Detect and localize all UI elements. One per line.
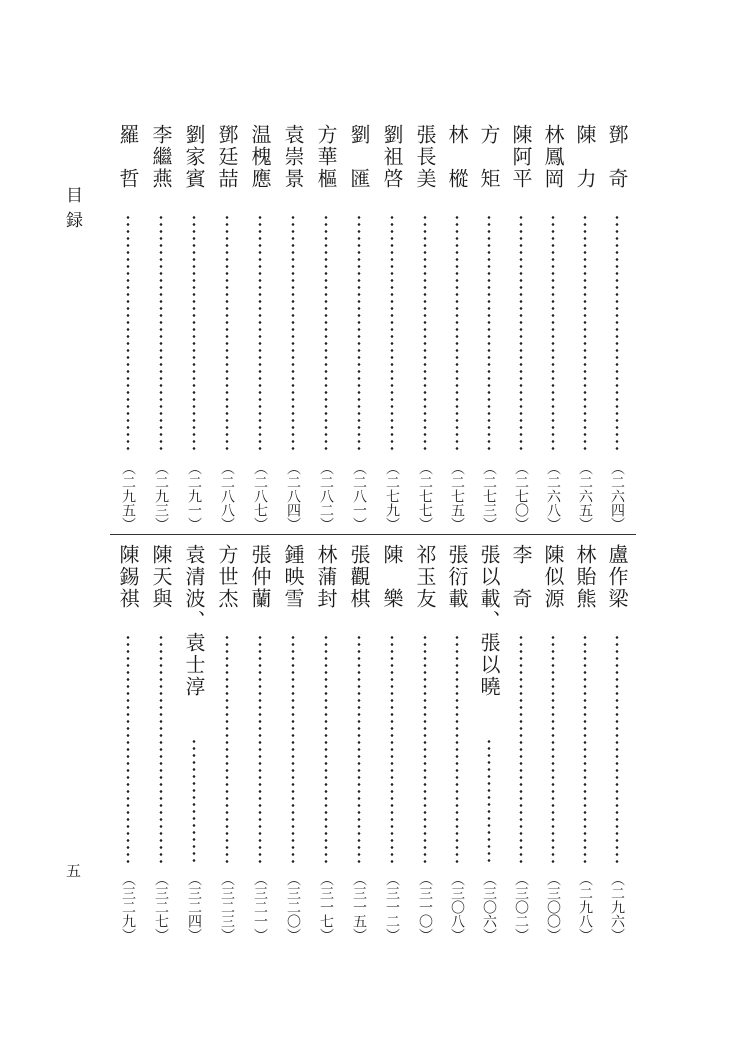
toc-entry	[380, 544, 404, 944]
toc-entry-page: （三〇八）	[449, 872, 465, 942]
section-divider	[110, 534, 636, 535]
dot-leader	[192, 214, 196, 453]
toc-entry-page: （二七九）	[384, 461, 400, 531]
toc-entry	[248, 544, 272, 944]
toc-entry-page: （二八四）	[285, 461, 301, 531]
dot-leader	[519, 214, 523, 453]
dot-leader	[258, 214, 262, 453]
toc-entry-name: 陳錫祺	[116, 544, 140, 610]
toc-entry-name: 方世杰	[215, 544, 239, 610]
toc-entry	[182, 544, 206, 944]
dot-leader	[324, 634, 328, 864]
toc-entry-name: 方 矩	[477, 124, 501, 190]
toc-entry-page: （三二四）	[186, 872, 202, 942]
toc-entry-page: （三二一）	[252, 872, 268, 942]
dot-leader	[357, 634, 361, 864]
toc-entry	[116, 124, 140, 531]
toc-entry-page: （二九六）	[609, 872, 625, 942]
toc-entry	[605, 544, 629, 944]
toc-entry-page: （二七三）	[481, 461, 497, 531]
toc-entry-name: 祁玉友	[413, 544, 437, 610]
toc-entry-page: （三一七）	[318, 872, 334, 942]
toc-entry-name: 張觀棋	[347, 544, 371, 610]
toc-entry-name: 盧作梁	[605, 544, 629, 610]
toc-entry-page: （二六四）	[609, 461, 625, 531]
toc-entry-name: 温槐應	[248, 124, 272, 190]
toc-entry-name: 鄧 奇	[605, 124, 629, 190]
toc-entry-page: （三二三）	[219, 872, 235, 942]
toc-entry-page: （二七七）	[417, 461, 433, 531]
toc-entry	[413, 544, 437, 944]
toc-entry-page: （二八七）	[252, 461, 268, 531]
toc-entry-name: 林蒲封	[314, 544, 338, 610]
dot-leader	[551, 634, 555, 864]
toc-entry-name: 陳 樂	[380, 544, 404, 610]
toc-entry-page: （三一二）	[384, 872, 400, 942]
toc-entry	[445, 544, 469, 944]
toc-entry	[215, 544, 239, 944]
toc-entry	[413, 124, 437, 531]
toc-entry	[314, 544, 338, 944]
toc-entry-page: （二八八）	[219, 461, 235, 531]
toc-entry	[477, 124, 501, 531]
toc-entry-name: 張以載、張以曉	[477, 544, 501, 698]
toc-entry	[573, 124, 597, 531]
toc-entry	[605, 124, 629, 531]
toc-entry	[509, 544, 533, 944]
dot-leader	[455, 214, 459, 453]
dot-leader	[583, 634, 587, 864]
dot-leader	[519, 634, 523, 864]
toc-entry-name: 劉祖啓	[380, 124, 404, 190]
toc-entry-name: 李 奇	[509, 544, 533, 610]
toc-entry-name: 張衍載	[445, 544, 469, 610]
toc-entry-name: 鍾映雪	[281, 544, 305, 610]
dot-leader	[225, 634, 229, 864]
toc-entry-name: 鄧廷喆	[215, 124, 239, 190]
toc-entry-name: 劉家賓	[182, 124, 206, 190]
toc-entry-page: （二九一）	[186, 461, 202, 531]
toc-entry-page: （二九八）	[577, 872, 593, 942]
toc-entry	[116, 544, 140, 944]
toc-entry	[445, 124, 469, 531]
dot-leader	[487, 738, 491, 864]
toc-entry	[215, 124, 239, 531]
dot-leader	[258, 634, 262, 864]
dot-leader	[615, 214, 619, 453]
toc-entry-name: 陳 力	[573, 124, 597, 190]
toc-entry-name: 陳似源	[541, 544, 565, 610]
toc-entry	[281, 544, 305, 944]
toc-entry-page: （二七〇）	[513, 461, 529, 531]
dot-leader	[455, 634, 459, 864]
toc-entry-name: 張仲蘭	[248, 544, 272, 610]
toc-entry-page: （二六五）	[577, 461, 593, 531]
toc-entry-name: 林貽熊	[573, 544, 597, 610]
toc-entry-name: 陳天與	[149, 544, 173, 610]
toc-entry-page: （三〇〇）	[545, 872, 561, 942]
dot-leader	[357, 214, 361, 453]
toc-entry-name: 陳阿平	[509, 124, 533, 190]
toc-entry-page: （三〇六）	[481, 872, 497, 942]
dot-leader	[159, 634, 163, 864]
dot-leader	[126, 634, 130, 864]
toc-entry	[380, 124, 404, 531]
dot-leader	[551, 214, 555, 453]
toc-entry-page: （三二〇）	[285, 872, 301, 942]
toc-entry	[573, 544, 597, 944]
toc-entry	[182, 124, 206, 531]
toc-entry-page: （三一〇）	[417, 872, 433, 942]
dot-leader	[291, 214, 295, 453]
dot-leader	[126, 214, 130, 453]
toc-entry-name: 林鳳岡	[541, 124, 565, 190]
toc-entry	[477, 544, 501, 944]
dot-leader	[487, 214, 491, 453]
toc-entry	[314, 124, 338, 531]
toc-entry	[281, 124, 305, 531]
toc-entry	[248, 124, 272, 531]
running-title: 目録	[62, 186, 82, 236]
toc-entry	[509, 124, 533, 531]
dot-leader	[159, 214, 163, 453]
toc-entry-page: （三〇二）	[513, 872, 529, 942]
dot-leader	[615, 634, 619, 864]
toc-entry	[541, 544, 565, 944]
toc-entry	[347, 124, 371, 531]
toc-entry-name: 張長美	[413, 124, 437, 190]
toc-entry-page: （二七五）	[449, 461, 465, 531]
toc-entry	[541, 124, 565, 531]
dot-leader	[192, 738, 196, 864]
toc-entry-name: 方華樞	[314, 124, 338, 190]
dot-leader	[423, 214, 427, 453]
toc-entry-name: 李繼燕	[149, 124, 173, 190]
toc-entry	[149, 124, 173, 531]
toc-entry-name: 羅 哲	[116, 124, 140, 190]
toc-entry-page: （三二七）	[153, 872, 169, 942]
toc-entry	[347, 544, 371, 944]
toc-entry-name: 林 樅	[445, 124, 469, 190]
dot-leader	[225, 214, 229, 453]
dot-leader	[324, 214, 328, 453]
dot-leader	[583, 214, 587, 453]
dot-leader	[390, 634, 394, 864]
dot-leader	[423, 634, 427, 864]
toc-entry-page: （二八二）	[318, 461, 334, 531]
toc-entry-name: 劉 匯	[347, 124, 371, 190]
toc-entry-name: 袁清波、袁士淳	[182, 544, 206, 698]
page-number: 五	[66, 862, 82, 880]
toc-entry-page: （三二九）	[120, 872, 136, 942]
toc-entry-page: （二九三）	[153, 461, 169, 531]
toc-entry-page: （二八一）	[351, 461, 367, 531]
toc-entry-page: （三一五）	[351, 872, 367, 942]
toc-entry-page: （二九五）	[120, 461, 136, 531]
toc-entry-page: （二六八）	[545, 461, 561, 531]
dot-leader	[390, 214, 394, 453]
dot-leader	[291, 634, 295, 864]
toc-entry	[149, 544, 173, 944]
toc-entry-name: 袁崇景	[281, 124, 305, 190]
